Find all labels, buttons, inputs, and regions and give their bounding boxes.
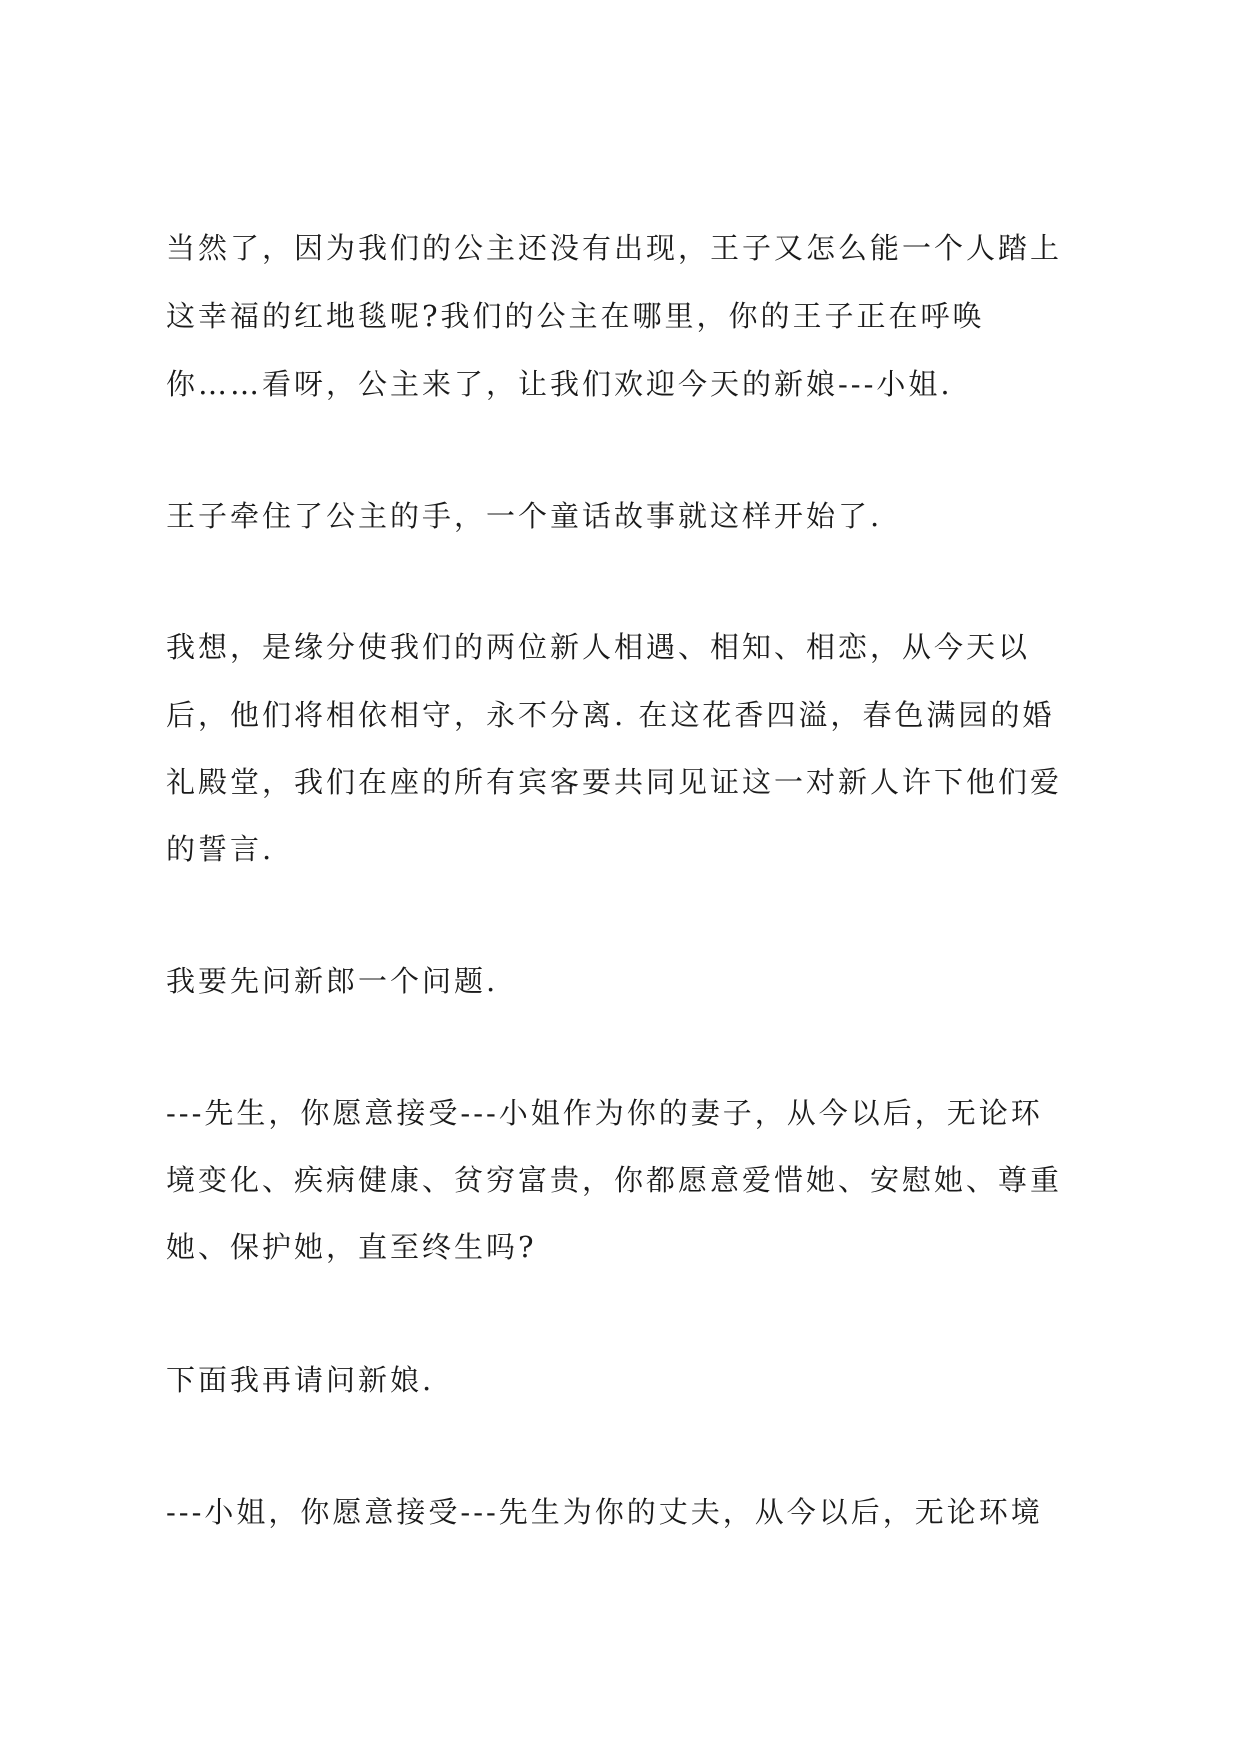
- paragraph-3-line-3: 礼殿堂，我们在座的所有宾客要共同见证这一对新人许下他们爱: [166, 765, 1063, 799]
- paragraph-5-line-3: 她、保护她，直至终生吗?: [166, 1230, 537, 1264]
- paragraph-3-line-1: 我想，是缘分使我们的两位新人相遇、相知、相恋，从今天以: [166, 630, 1031, 664]
- paragraph-1-line-3: 你……看呀，公主来了，让我们欢迎今天的新娘---小姐.: [166, 367, 953, 401]
- paragraph-2-line-1: 王子牵住了公主的手，一个童话故事就这样开始了.: [166, 499, 883, 533]
- paragraph-5-line-2: 境变化、疾病健康、贫穷富贵，你都愿意爱惜她、安慰她、尊重: [166, 1163, 1063, 1197]
- paragraph-1-line-1: 当然了，因为我们的公主还没有出现，王子又怎么能一个人踏上: [166, 231, 1063, 265]
- paragraph-4-line-1: 我要先问新郎一个问题.: [166, 964, 499, 998]
- paragraph-5-line-1: ---先生，你愿意接受---小姐作为你的妻子，从今以后，无论环: [166, 1096, 1043, 1130]
- paragraph-3-line-4: 的誓言.: [166, 832, 275, 866]
- paragraph-6-line-1: 下面我再请问新娘.: [166, 1363, 435, 1397]
- paragraph-7-line-1: ---小姐，你愿意接受---先生为你的丈夫，从今以后，无论环境: [166, 1495, 1043, 1529]
- paragraph-3-line-2: 后，他们将相依相守，永不分离. 在这花香四溢，春色满园的婚: [166, 698, 1055, 732]
- paragraph-1-line-2: 这幸福的红地毯呢?我们的公主在哪里，你的王子正在呼唤: [166, 299, 985, 333]
